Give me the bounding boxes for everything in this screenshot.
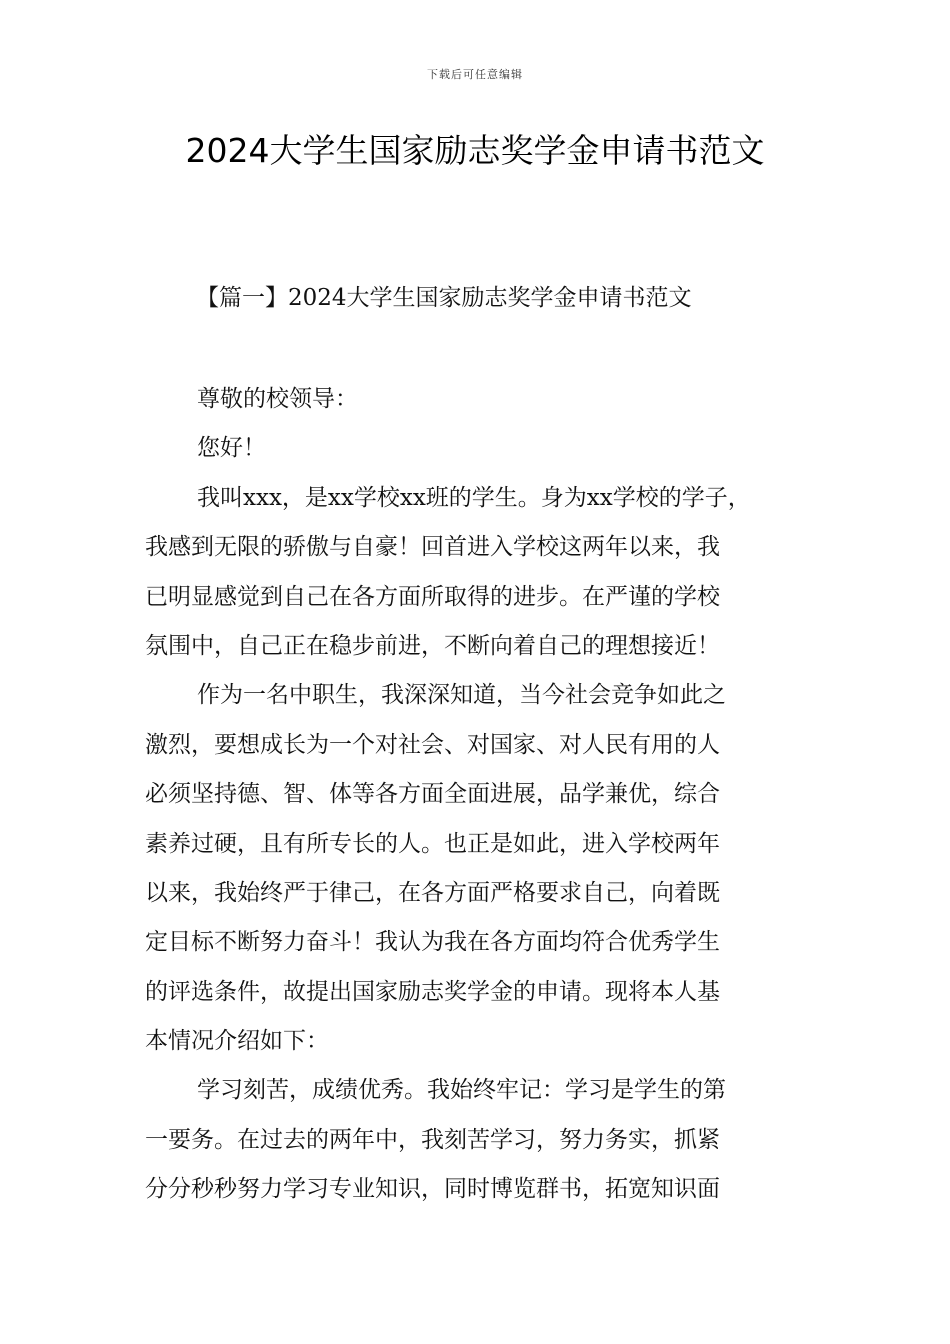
paragraph-line: 必须坚持德、智、体等各方面全面进展，品学兼优，综合 [145,781,720,808]
letter-body [145,375,805,1215]
paragraph-line: 已明显感觉到自己在各方面所取得的进步。在严谨的学校 [145,583,720,610]
paragraph-line: 素养过硬，且有所专长的人。也正是如此，进入学校两年 [145,830,720,857]
paragraph-line: 的评选条件，故提出国家励志奖学金的申请。现将本人基 [145,978,720,1005]
paragraph-line: 以来，我始终严于律己，在各方面严格要求自己，向着既 [145,879,720,906]
paragraph-line: 作为一名中职生，我深深知道，当今社会竞争如此之 [197,682,726,709]
paragraph-line: 学习刻苦，成绩优秀。我始终牢记：学习是学生的第 [197,1077,726,1104]
paragraph-line: 本情况介绍如下： [145,1028,329,1055]
paragraph-line: 一要务。在过去的两年中，我刻苦学习，努力务实，抓紧 [145,1126,720,1153]
header-note: 下载后可任意编辑 [427,68,523,81]
paragraph-line: 我感到无限的骄傲与自豪！回首进入学校这两年以来，我 [145,534,720,561]
salutation-line: 尊敬的校领导： [197,386,358,412]
greeting-line: 您好！ [197,435,266,462]
paragraph-line: 激烈，要想成长为一个对社会、对国家、对人民有用的人 [145,731,720,758]
section-title: 【篇一】2024大学生国家励志奖学金申请书范文 [196,285,692,311]
paragraph-line: 氛围中，自己正在稳步前进，不断向着自己的理想接近！ [145,632,720,659]
paragraph-line: 我叫xxx，是xx学校xx班的学生。身为xx学校的学子， [197,484,751,511]
paragraph-line: 定目标不断努力奋斗！我认为我在各方面均符合优秀学生 [145,929,720,956]
document-title: 2024大学生国家励志奖学金申请书范文 [185,131,765,170]
paragraph-line: 分分秒秒努力学习专业知识，同时博览群书，拓宽知识面 [145,1176,720,1203]
